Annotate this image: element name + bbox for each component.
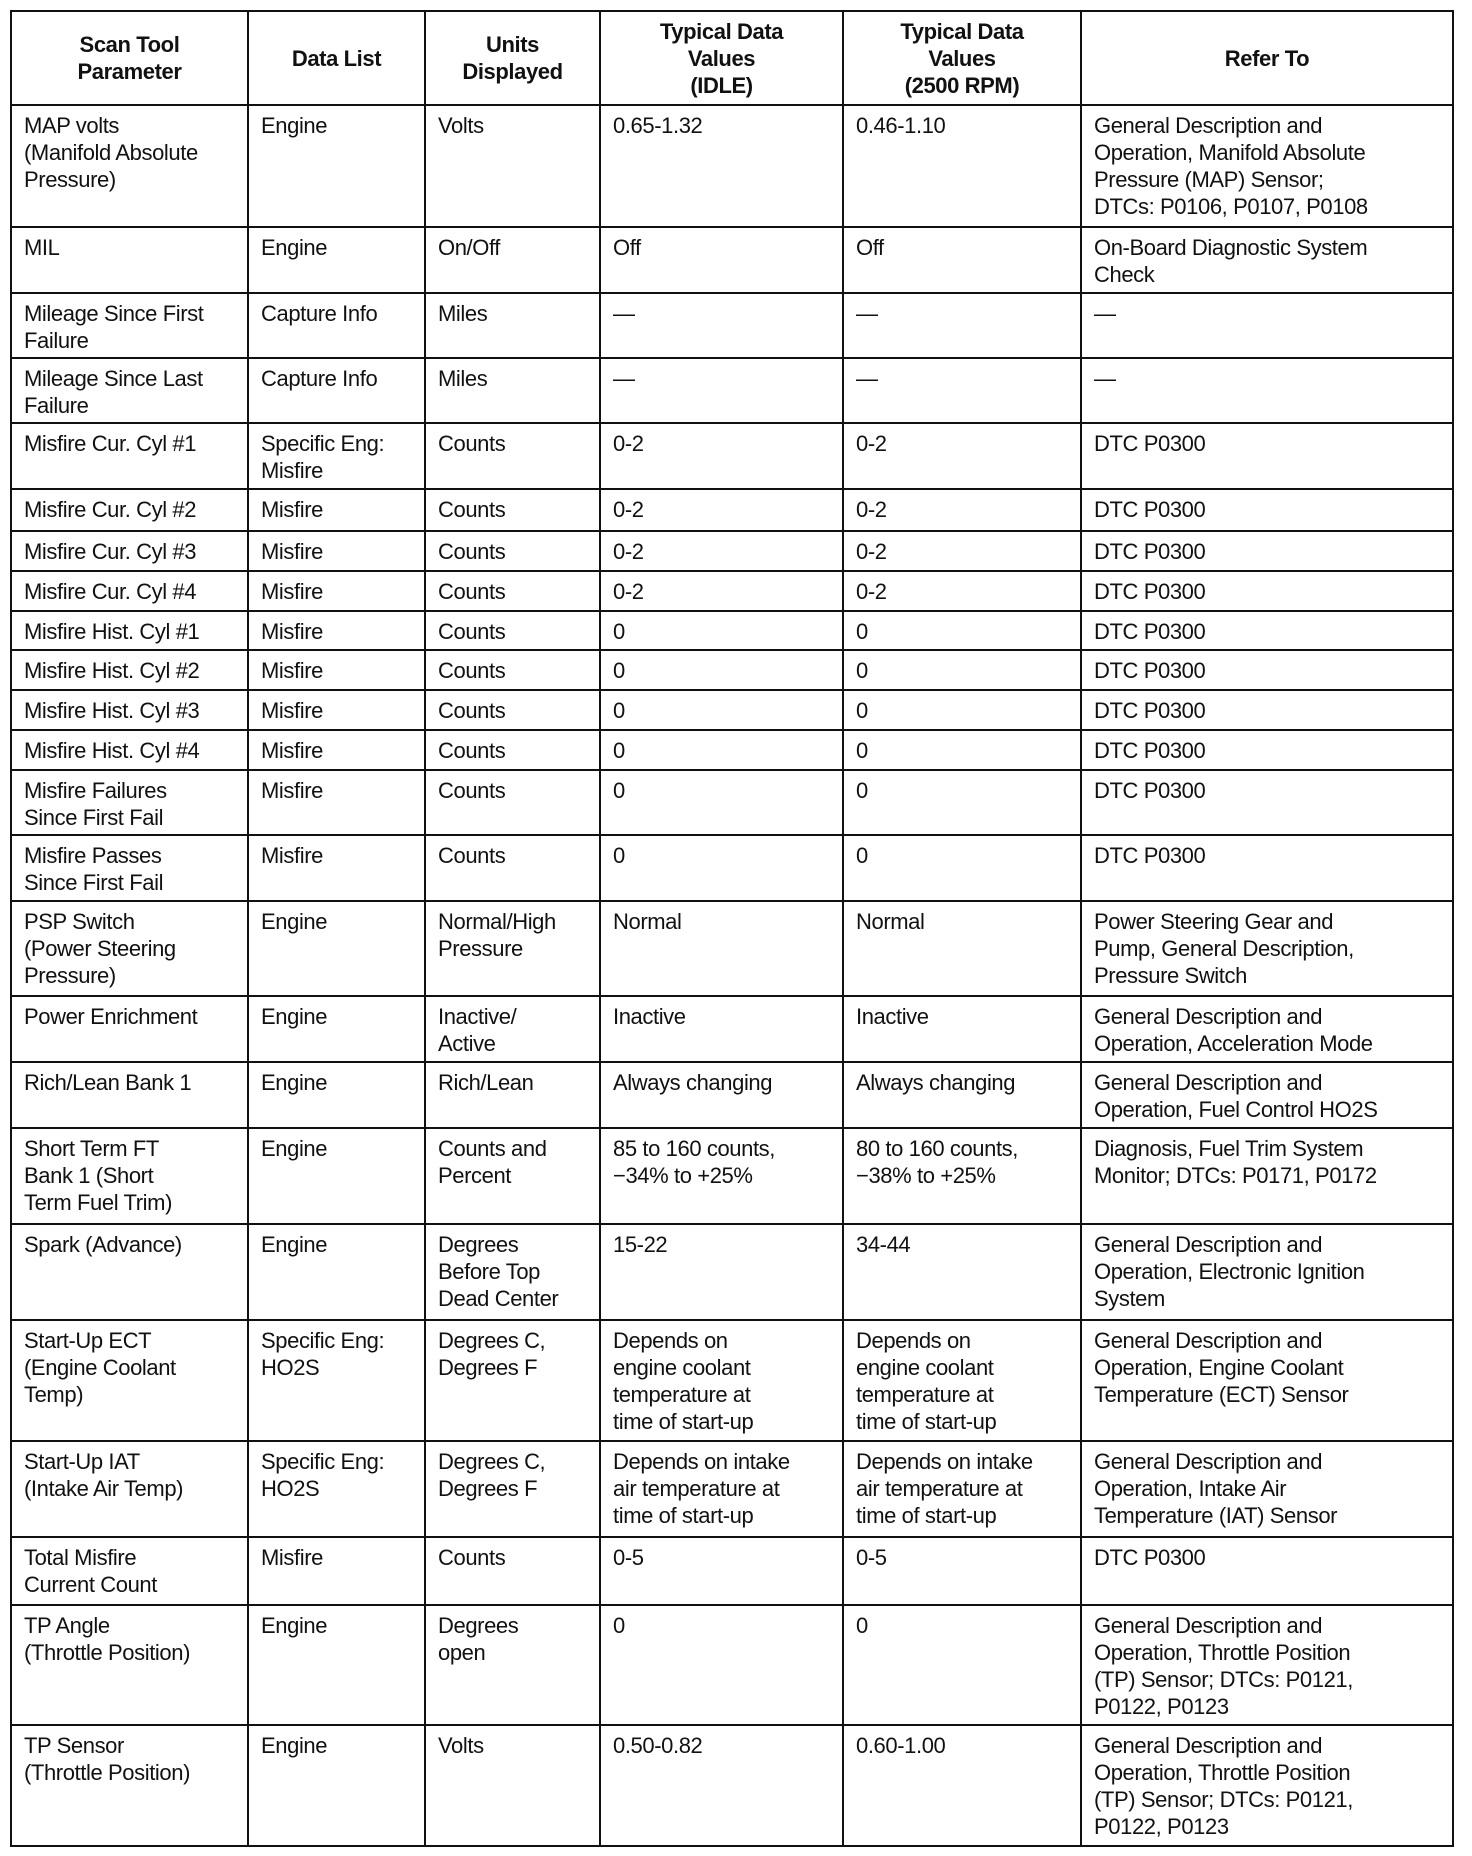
- cell-parameter: Start-Up ECT (Engine Coolant Temp): [11, 1320, 248, 1441]
- cell-data-list: Engine: [248, 1128, 425, 1224]
- cell-rpm-value: 80 to 160 counts, −38% to +25%: [843, 1128, 1081, 1224]
- cell-rpm-value: 34-44: [843, 1224, 1081, 1320]
- cell-data-list: Misfire: [248, 489, 425, 531]
- cell-data-list: Specific Eng: Misfire: [248, 423, 425, 489]
- cell-refer-to: DTC P0300: [1081, 770, 1453, 835]
- cell-idle-value: —: [600, 293, 843, 358]
- cell-data-list: Engine: [248, 996, 425, 1062]
- table-row: [11, 1441, 1453, 1537]
- cell-parameter: Misfire Hist. Cyl #4: [11, 730, 248, 770]
- cell-data-list: Engine: [248, 1062, 425, 1128]
- cell-refer-to: General Description and Operation, Engine Coolant Temperature (ECT) Sensor: [1081, 1320, 1453, 1441]
- cell-units: Counts: [425, 650, 600, 690]
- cell-refer-to: DTC P0300: [1081, 650, 1453, 690]
- column-header-units: Units Displayed: [425, 11, 600, 105]
- cell-idle-value: Inactive: [600, 996, 843, 1062]
- cell-rpm-value: 0: [843, 611, 1081, 650]
- cell-units: On/Off: [425, 227, 600, 293]
- cell-refer-to: DTC P0300: [1081, 531, 1453, 571]
- cell-parameter: Misfire Hist. Cyl #1: [11, 611, 248, 650]
- cell-refer-to: General Description and Operation, Intake Air Temperature (IAT) Sensor: [1081, 1441, 1453, 1537]
- table-row: [11, 1725, 1453, 1846]
- table-row: [11, 690, 1453, 730]
- cell-refer-to: —: [1081, 358, 1453, 423]
- cell-rpm-value: Always changing: [843, 1062, 1081, 1128]
- cell-idle-value: Depends on intake air temperature at time of start-up: [600, 1441, 843, 1537]
- cell-units: Miles: [425, 293, 600, 358]
- cell-data-list: Engine: [248, 901, 425, 996]
- cell-units: Counts: [425, 611, 600, 650]
- scan-tool-data-table: [10, 10, 1454, 1847]
- cell-idle-value: 0: [600, 611, 843, 650]
- table-row: [11, 489, 1453, 531]
- cell-parameter: Misfire Failures Since First Fail: [11, 770, 248, 835]
- cell-idle-value: Depends on engine coolant temperature at time of start-up: [600, 1320, 843, 1441]
- cell-idle-value: 0: [600, 835, 843, 901]
- cell-data-list: Misfire: [248, 650, 425, 690]
- cell-data-list: Misfire: [248, 611, 425, 650]
- cell-refer-to: DTC P0300: [1081, 423, 1453, 489]
- cell-data-list: Misfire: [248, 835, 425, 901]
- cell-data-list: Misfire: [248, 571, 425, 611]
- cell-refer-to: DTC P0300: [1081, 835, 1453, 901]
- cell-rpm-value: 0-5: [843, 1537, 1081, 1605]
- table-row: [11, 358, 1453, 423]
- cell-idle-value: 0-2: [600, 531, 843, 571]
- cell-rpm-value: 0: [843, 730, 1081, 770]
- cell-rpm-value: 0: [843, 770, 1081, 835]
- cell-idle-value: 0-2: [600, 571, 843, 611]
- cell-refer-to: General Description and Operation, Electronic Ignition System: [1081, 1224, 1453, 1320]
- cell-parameter: Misfire Hist. Cyl #2: [11, 650, 248, 690]
- cell-refer-to: General Description and Operation, Throttle Position (TP) Sensor; DTCs: P0121, P0122, P0123: [1081, 1725, 1453, 1846]
- column-header-idle-value: Typical Data Values (IDLE): [600, 11, 843, 105]
- table-row: [11, 1605, 1453, 1725]
- cell-rpm-value: 0: [843, 835, 1081, 901]
- cell-data-list: Specific Eng: HO2S: [248, 1320, 425, 1441]
- cell-units: Counts: [425, 571, 600, 611]
- table-row: [11, 650, 1453, 690]
- cell-units: Volts: [425, 105, 600, 227]
- cell-units: Counts: [425, 770, 600, 835]
- cell-refer-to: —: [1081, 293, 1453, 358]
- cell-parameter: Rich/Lean Bank 1: [11, 1062, 248, 1128]
- cell-units: Counts: [425, 835, 600, 901]
- cell-units: Degrees C, Degrees F: [425, 1320, 600, 1441]
- cell-rpm-value: 0-2: [843, 423, 1081, 489]
- cell-refer-to: DTC P0300: [1081, 730, 1453, 770]
- table-row: [11, 770, 1453, 835]
- cell-idle-value: 0-2: [600, 423, 843, 489]
- cell-data-list: Engine: [248, 1725, 425, 1846]
- cell-refer-to: Power Steering Gear and Pump, General Description, Pressure Switch: [1081, 901, 1453, 996]
- cell-refer-to: DTC P0300: [1081, 571, 1453, 611]
- cell-data-list: Misfire: [248, 1537, 425, 1605]
- table-row: [11, 996, 1453, 1062]
- table-row: [11, 531, 1453, 571]
- cell-idle-value: 0: [600, 770, 843, 835]
- cell-refer-to: DTC P0300: [1081, 611, 1453, 650]
- cell-idle-value: 85 to 160 counts, −34% to +25%: [600, 1128, 843, 1224]
- table-row: [11, 730, 1453, 770]
- cell-rpm-value: 0: [843, 690, 1081, 730]
- cell-parameter: Short Term FT Bank 1 (Short Term Fuel Trim): [11, 1128, 248, 1224]
- cell-refer-to: General Description and Operation, Acceleration Mode: [1081, 996, 1453, 1062]
- cell-refer-to: General Description and Operation, Manifold Absolute Pressure (MAP) Sensor; DTCs: P0106, P0107, P0108: [1081, 105, 1453, 227]
- cell-units: Counts: [425, 1537, 600, 1605]
- cell-parameter: Misfire Hist. Cyl #3: [11, 690, 248, 730]
- cell-idle-value: Always changing: [600, 1062, 843, 1128]
- cell-parameter: Misfire Cur. Cyl #1: [11, 423, 248, 489]
- column-header-rpm-value: Typical Data Values (2500 RPM): [843, 11, 1081, 105]
- cell-refer-to: DTC P0300: [1081, 690, 1453, 730]
- table-row: [11, 611, 1453, 650]
- cell-rpm-value: —: [843, 293, 1081, 358]
- cell-units: Miles: [425, 358, 600, 423]
- cell-units: Degrees C, Degrees F: [425, 1441, 600, 1537]
- cell-parameter: Misfire Passes Since First Fail: [11, 835, 248, 901]
- cell-refer-to: General Description and Operation, Throttle Position (TP) Sensor; DTCs: P0121, P0122, P0123: [1081, 1605, 1453, 1725]
- cell-parameter: TP Sensor (Throttle Position): [11, 1725, 248, 1846]
- column-header-parameter: Scan Tool Parameter: [11, 11, 248, 105]
- cell-data-list: Capture Info: [248, 293, 425, 358]
- cell-rpm-value: 0.46-1.10: [843, 105, 1081, 227]
- cell-parameter: PSP Switch (Power Steering Pressure): [11, 901, 248, 996]
- cell-parameter: Spark (Advance): [11, 1224, 248, 1320]
- cell-refer-to: DTC P0300: [1081, 489, 1453, 531]
- cell-idle-value: 0-5: [600, 1537, 843, 1605]
- cell-idle-value: 0: [600, 690, 843, 730]
- cell-data-list: Misfire: [248, 730, 425, 770]
- cell-data-list: Misfire: [248, 770, 425, 835]
- cell-rpm-value: Inactive: [843, 996, 1081, 1062]
- cell-rpm-value: 0-2: [843, 489, 1081, 531]
- cell-units: Volts: [425, 1725, 600, 1846]
- cell-rpm-value: 0: [843, 650, 1081, 690]
- cell-parameter: MAP volts (Manifold Absolute Pressure): [11, 105, 248, 227]
- cell-rpm-value: 0-2: [843, 531, 1081, 571]
- cell-units: Counts: [425, 690, 600, 730]
- cell-units: Degrees open: [425, 1605, 600, 1725]
- table-row: [11, 1062, 1453, 1128]
- cell-idle-value: 15-22: [600, 1224, 843, 1320]
- cell-idle-value: 0.65-1.32: [600, 105, 843, 227]
- cell-data-list: Engine: [248, 105, 425, 227]
- cell-parameter: TP Angle (Throttle Position): [11, 1605, 248, 1725]
- table-row: [11, 227, 1453, 293]
- cell-parameter: Mileage Since Last Failure: [11, 358, 248, 423]
- cell-idle-value: Off: [600, 227, 843, 293]
- cell-idle-value: 0: [600, 650, 843, 690]
- cell-units: Counts: [425, 489, 600, 531]
- table-row: [11, 571, 1453, 611]
- cell-data-list: Specific Eng: HO2S: [248, 1441, 425, 1537]
- cell-rpm-value: Normal: [843, 901, 1081, 996]
- cell-parameter: Misfire Cur. Cyl #4: [11, 571, 248, 611]
- cell-idle-value: 0.50-0.82: [600, 1725, 843, 1846]
- cell-data-list: Misfire: [248, 531, 425, 571]
- cell-units: Degrees Before Top Dead Center: [425, 1224, 600, 1320]
- table-row: [11, 293, 1453, 358]
- column-header-refer-to: Refer To: [1081, 11, 1453, 105]
- cell-rpm-value: 0-2: [843, 571, 1081, 611]
- cell-idle-value: 0: [600, 1605, 843, 1725]
- table-row: [11, 1224, 1453, 1320]
- cell-data-list: Misfire: [248, 690, 425, 730]
- table-row: [11, 1128, 1453, 1224]
- cell-rpm-value: 0.60-1.00: [843, 1725, 1081, 1846]
- cell-units: Counts and Percent: [425, 1128, 600, 1224]
- table-row: [11, 423, 1453, 489]
- cell-units: Normal/High Pressure: [425, 901, 600, 996]
- cell-idle-value: 0: [600, 730, 843, 770]
- table-row: [11, 1320, 1453, 1441]
- header-row: [11, 11, 1453, 105]
- table-row: [11, 1537, 1453, 1605]
- cell-data-list: Engine: [248, 1605, 425, 1725]
- cell-refer-to: On-Board Diagnostic System Check: [1081, 227, 1453, 293]
- cell-data-list: Engine: [248, 1224, 425, 1320]
- table-row: [11, 901, 1453, 996]
- cell-parameter: Start-Up IAT (Intake Air Temp): [11, 1441, 248, 1537]
- cell-parameter: Total Misfire Current Count: [11, 1537, 248, 1605]
- cell-refer-to: General Description and Operation, Fuel Control HO2S: [1081, 1062, 1453, 1128]
- cell-parameter: Power Enrichment: [11, 996, 248, 1062]
- cell-idle-value: Normal: [600, 901, 843, 996]
- table-row: [11, 105, 1453, 227]
- cell-units: Rich/Lean: [425, 1062, 600, 1128]
- cell-rpm-value: Depends on intake air temperature at time of start-up: [843, 1441, 1081, 1537]
- cell-rpm-value: —: [843, 358, 1081, 423]
- cell-rpm-value: 0: [843, 1605, 1081, 1725]
- cell-parameter: Misfire Cur. Cyl #2: [11, 489, 248, 531]
- cell-rpm-value: Off: [843, 227, 1081, 293]
- cell-idle-value: —: [600, 358, 843, 423]
- cell-refer-to: Diagnosis, Fuel Trim System Monitor; DTCs: P0171, P0172: [1081, 1128, 1453, 1224]
- cell-units: Inactive/ Active: [425, 996, 600, 1062]
- cell-parameter: MIL: [11, 227, 248, 293]
- cell-units: Counts: [425, 423, 600, 489]
- cell-refer-to: DTC P0300: [1081, 1537, 1453, 1605]
- column-header-data-list: Data List: [248, 11, 425, 105]
- cell-rpm-value: Depends on engine coolant temperature at time of start-up: [843, 1320, 1081, 1441]
- cell-parameter: Mileage Since First Failure: [11, 293, 248, 358]
- cell-data-list: Engine: [248, 227, 425, 293]
- cell-data-list: Capture Info: [248, 358, 425, 423]
- table-row: [11, 835, 1453, 901]
- cell-idle-value: 0-2: [600, 489, 843, 531]
- cell-units: Counts: [425, 730, 600, 770]
- cell-parameter: Misfire Cur. Cyl #3: [11, 531, 248, 571]
- cell-units: Counts: [425, 531, 600, 571]
